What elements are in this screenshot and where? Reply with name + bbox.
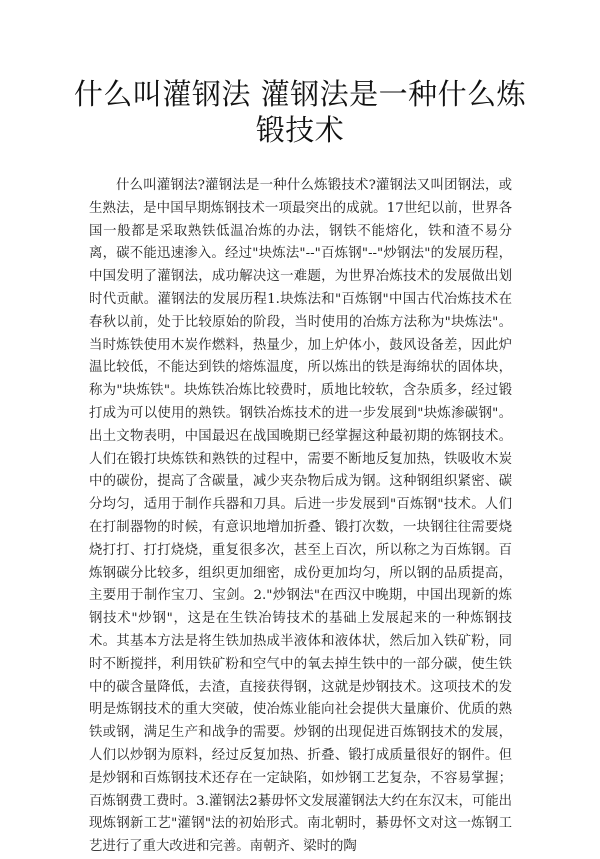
document-title: 什么叫灌钢法 灌钢法是一种什么炼锻技术	[73, 77, 527, 147]
document-body-paragraph: 什么叫灌钢法?灌钢法是一种什么炼锻技术?灌钢法又叫团钢法，或生熟法，是中国早期炼钢技术一项最突出的成就。17世纪以前，世界各国一般都是采取熟铁低温冶炼的办法，钢铁不能熔化，铁和渣不易分离，碳不能迅速渗入。经过"块炼法"--"百炼钢"--"炒钢法"的发展历程，中国发明了灌钢法，成功解决这一难题，为世界冶炼技术的发展做出划时代贡献。灌钢法的发展历程1.块炼法和"百炼钢"中国古代冶炼技术在春秋以前，处于比较原始的阶段，当时使用的冶炼方法称为"块炼法"。当时炼铁使用木炭作燃料，热量少，加上炉体小，鼓风设备差，因此炉温比较低，不能达到铁的熔炼温度，所以炼出的铁是海绵状的固体块，称为"块炼铁"。块炼铁冶炼比较费时，质地比较软，含杂质多，经过锻打成为可以使用的熟铁。钢铁冶炼技术的进一步发展到"块炼渗碳钢"。出土文物表明，中国最迟在战国晚期已经掌握这种最初期的炼钢技术。人们在锻打块炼铁和熟铁的过程中，需要不断地反复加热，铁吸收木炭中的碳份，提高了含碳量，减少夹杂物后成为钢。这种钢组织紧密、碳分均匀，适用于制作兵器和刀具。后进一步发展到"百炼钢"技术。人们在打制器物的时候，有意识地增加折叠、锻打次数，一块钢往往需要烧烧打打、打打烧烧，重复很多次，甚至上百次，所以称之为百炼钢。百炼钢碳分比较多，组织更加细密，成份更加均匀，所以钢的品质提高，主要用于制作宝刀、宝剑。2."炒钢法"在西汉中晚期，中国出现新的炼钢技术"炒钢"，这是在生铁冶铸技术的基础上发展起来的一种炼钢技术。其基本方法是将生铁加热成半液体和液体状，然后加入铁矿粉，同时不断搅拌，利用铁矿粉和空气中的氧去掉生铁中的一部分碳，使生铁中的碳含量降低，去渣，直接获得钢，这就是炒钢技术。这项技术的发明是炼钢技术的重大突破，使冶炼业能向社会提供大量廉价、优质的熟铁或钢，满足生产和战争的需要。炒钢的出现促进百炼钢技术的发展，人们以炒钢为原料，经过反复加热、折叠、锻打成质量很好的钢件。但是炒钢和百炼钢技术还存在一定缺陷，如炒钢工艺复杂，不容易掌握；百炼钢费工费时。3.灌钢法2綦毋怀文发展灌钢法大约在东汉末，可能出现炼钢新工艺"灌钢"法的初始形式。南北朝时，綦毋怀文对这一炼钢工艺进行了重大改进和完善。南朝齐、梁时的陶	[89, 178, 513, 855]
